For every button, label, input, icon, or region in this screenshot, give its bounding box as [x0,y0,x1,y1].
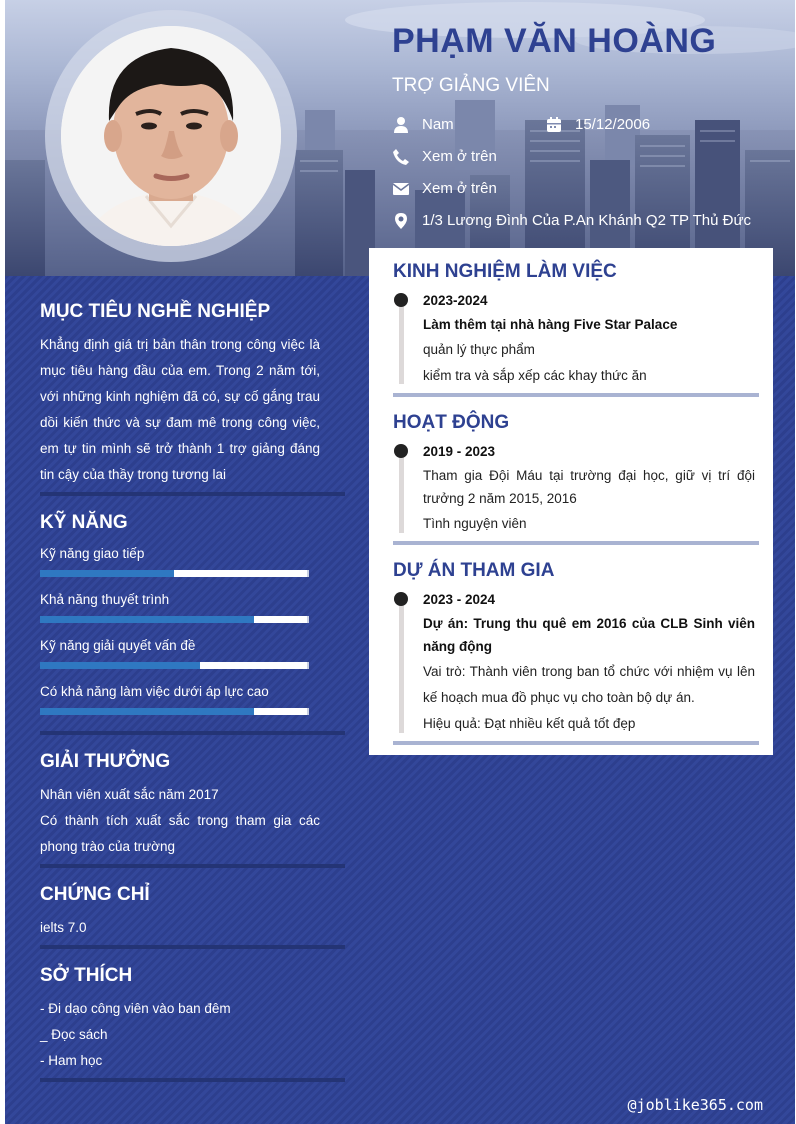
skill-label: Khả năng thuyết trình [40,592,170,607]
objective-title: MỤC TIÊU NGHỀ NGHIỆP [40,301,271,322]
activities-date: 2019 - 2023 [423,444,496,459]
calendar-icon [545,116,563,134]
hobby-item: _ Đọc sách [40,1027,108,1042]
section-divider [393,741,759,745]
right-card [369,248,773,755]
projects-result: Hiệu quả: Đạt nhiều kết quả tốt đẹp [423,716,636,731]
projects-title: DỰ ÁN THAM GIA [393,560,555,581]
objective-text: Khẳng định giá trị bản thân trong công việc là mục tiêu hàng đầu của em. Trong 2 năm tới, với những kinh nghiệm đã có, sự cố gắng trau dồi kiến thức và sự đam mê trong công việc, em tự tin mình sẽ trở thành 1 trợ giảng đáng tin cậy của thầy trong tương lai [40,337,320,482]
skill-level-fill [40,616,254,623]
certificate-item: ielts 7.0 [40,920,87,935]
hobby-item: - Đi dạo công viên vào ban đêm [40,1001,231,1016]
location-pin-icon [392,212,410,230]
timeline-dot [394,293,408,307]
skill-level-fill [40,662,200,669]
section-divider [40,492,345,496]
experience-duty: kiểm tra và sắp xếp các khay thức ăn [423,368,647,383]
user-icon [392,116,410,134]
award-item: Có thành tích xuất sắc trong tham gia các phong trào của trường [40,813,320,854]
experience-duty: quản lý thực phẩm [423,342,535,357]
section-divider [40,945,345,949]
section-divider [40,731,345,735]
awards-title: GIẢI THƯỞNG [40,751,171,772]
experience-date: 2023-2024 [423,293,488,308]
hobbies-title: SỞ THÍCH [40,965,133,986]
birthday-value: 15/12/2006 [575,116,651,133]
cv-page [5,0,795,1124]
experience-company: Làm thêm tại nhà hàng Five Star Palace [423,317,678,332]
skill-label: Có khả năng làm việc dưới áp lực cao [40,684,269,699]
header-banner [5,0,795,276]
timeline-dot [394,444,408,458]
timeline-line [399,449,404,533]
activities-title: HOẠT ĐỘNG [393,412,510,433]
award-item: Nhân viên xuất sắc năm 2017 [40,787,219,802]
skill-level-fill [40,708,254,715]
gender-value: Nam [422,116,454,133]
experience-title: KINH NGHIỆM LÀM VIỆC [393,261,617,282]
candidate-name: PHẠM VĂN HOÀNG [392,22,717,60]
projects-role: Vai trò: Thành viên trong ban tổ chức với nhiệm vụ lên kế hoạch mua đồ phục vụ cho toàn bộ dự án. [423,664,755,705]
avatar-photo [61,26,281,246]
skill-level-bar [40,616,309,623]
job-title: TRỢ GIẢNG VIÊN [392,75,550,96]
section-divider [393,541,759,545]
skill-label: Kỹ năng giao tiếp [40,546,145,561]
section-divider [393,393,759,397]
section-divider [40,864,345,868]
timeline-line [399,298,404,384]
skill-label: Kỹ năng giải quyết vấn đề [40,638,196,653]
footer-watermark: @joblike365.com [627,1096,763,1114]
phone-icon [392,148,410,166]
certificates-title: CHỨNG CHỈ [40,884,150,905]
skill-level-bar [40,662,309,669]
envelope-icon [392,180,410,198]
skill-level-fill [40,570,174,577]
projects-name: Dự án: Trung thu quê em 2016 của CLB Sinh viên năng động [423,616,755,654]
projects-date: 2023 - 2024 [423,592,496,607]
activities-item: Tham gia Đội Máu tại trường đại học, giữ vị trí đội trưởng 2 năm 2015, 2016 [423,468,755,506]
skills-title: KỸ NĂNG [40,512,128,533]
phone-value: Xem ở trên [422,148,497,165]
section-divider [40,1078,345,1082]
hobby-item: - Ham học [40,1053,103,1068]
timeline-dot [394,592,408,606]
activities-item: Tình nguyện viên [423,516,527,531]
skill-level-bar [40,570,309,577]
skill-level-bar [40,708,309,715]
email-value: Xem ở trên [422,180,497,197]
address-value: 1/3 Lương Đình Của P.An Khánh Q2 TP Thủ Đức [422,212,752,229]
timeline-line [399,597,404,733]
